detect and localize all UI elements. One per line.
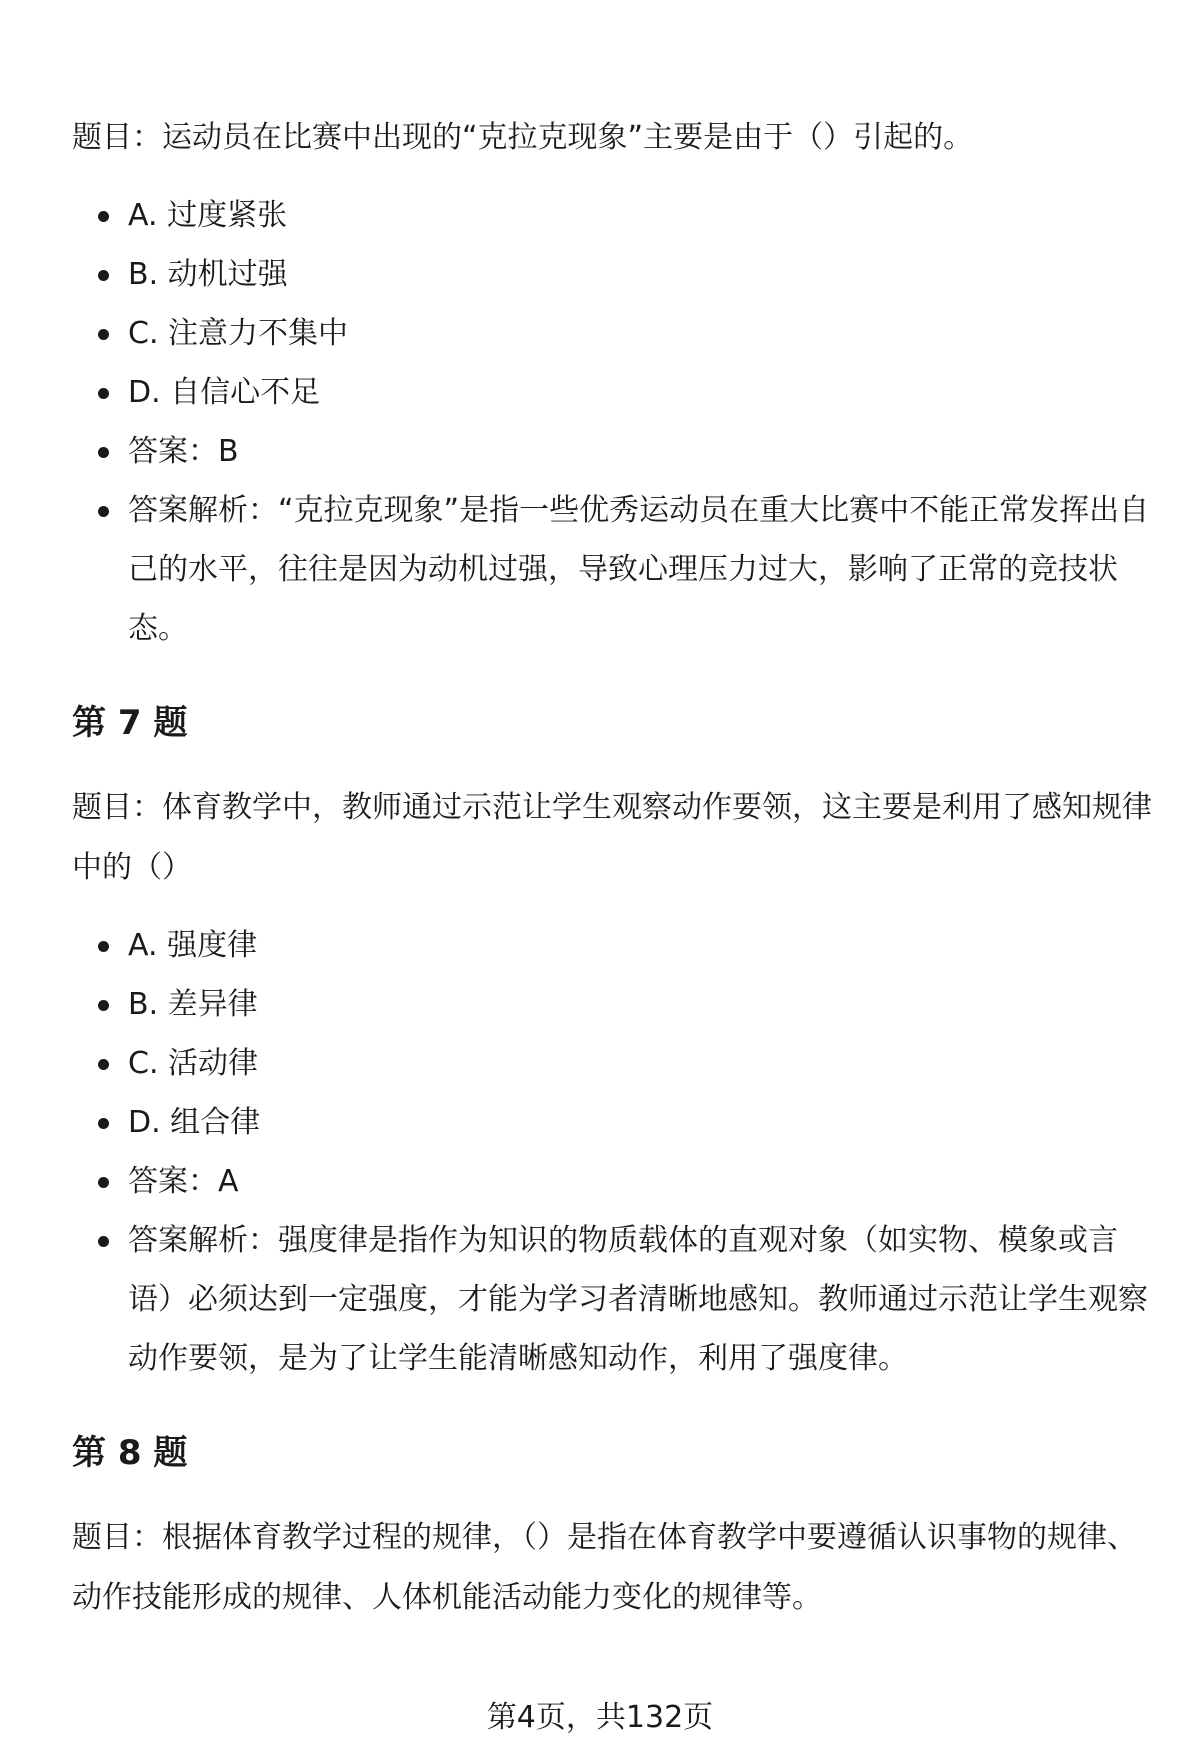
q7-option-c: [72, 1034, 1152, 1093]
option-text: C. 注意力不集中: [128, 316, 349, 351]
bullet-icon: [98, 329, 109, 340]
q7-option-d: [72, 1093, 1152, 1152]
page-content: [72, 108, 1152, 1628]
bullet-icon: [98, 211, 109, 222]
q6-option-b: [72, 245, 1152, 304]
option-text: B. 差异律: [128, 987, 258, 1022]
q6-answer: [72, 422, 1152, 481]
option-text: D. 组合律: [128, 1105, 261, 1140]
analysis-text: 答案解析：“克拉克现象”是指一些优秀运动员在重大比赛中不能正常发挥出自己的水平，往往是因为动机过强，导致心理压力过大，影响了正常的竞技状态。: [128, 493, 1150, 646]
bullet-icon: [98, 1118, 109, 1129]
option-text: C. 活动律: [128, 1046, 259, 1081]
bullet-icon: [98, 1177, 109, 1188]
bullet-icon: [98, 270, 109, 281]
option-text: A. 强度律: [128, 928, 258, 963]
q7-option-a: [72, 916, 1152, 975]
q8-heading: 第 8 题: [72, 1433, 188, 1473]
answer-text: 答案：B: [128, 434, 239, 469]
q6-option-a: [72, 186, 1152, 245]
q7-stem: 题目：体育教学中，教师通过示范让学生观察动作要领，这主要是利用了感知规律中的（）: [72, 790, 1152, 885]
q7-option-list: [72, 916, 1152, 1388]
bullet-icon: [98, 1236, 109, 1247]
bullet-icon: [98, 388, 109, 399]
bullet-icon: [98, 1059, 109, 1070]
q6-analysis: [72, 481, 1152, 658]
q7-heading: 第 7 题: [72, 703, 188, 743]
bullet-icon: [98, 941, 109, 952]
answer-text: 答案：A: [128, 1164, 239, 1199]
q7-analysis: [72, 1211, 1152, 1388]
q6-stem: 题目：运动员在比赛中出现的“克拉克现象”主要是由于（）引起的。: [72, 120, 974, 155]
bullet-icon: [98, 447, 109, 458]
q6-option-d: [72, 363, 1152, 422]
option-text: B. 动机过强: [128, 257, 288, 292]
bullet-icon: [98, 506, 109, 517]
q8-stem: 题目：根据体育教学过程的规律，（）是指在体育教学中要遵循认识事物的规律、动作技能形成的规律、人体机能活动能力变化的规律等。: [72, 1520, 1137, 1615]
option-text: D. 自信心不足: [128, 375, 321, 410]
q7-answer: [72, 1152, 1152, 1211]
option-text: A. 过度紧张: [128, 198, 288, 233]
analysis-text: 答案解析：强度律是指作为知识的物质载体的直观对象（如实物、模象或言语）必须达到一定强度，才能为学习者清晰地感知。教师通过示范让学生观察动作要领，是为了让学生能清晰感知动作，利用了强度律。: [128, 1223, 1148, 1376]
q7-option-b: [72, 975, 1152, 1034]
bullet-icon: [98, 1000, 109, 1011]
q6-option-list: [72, 186, 1152, 658]
page-number: 第4页，共132页: [486, 1700, 714, 1735]
q6-option-c: [72, 304, 1152, 363]
